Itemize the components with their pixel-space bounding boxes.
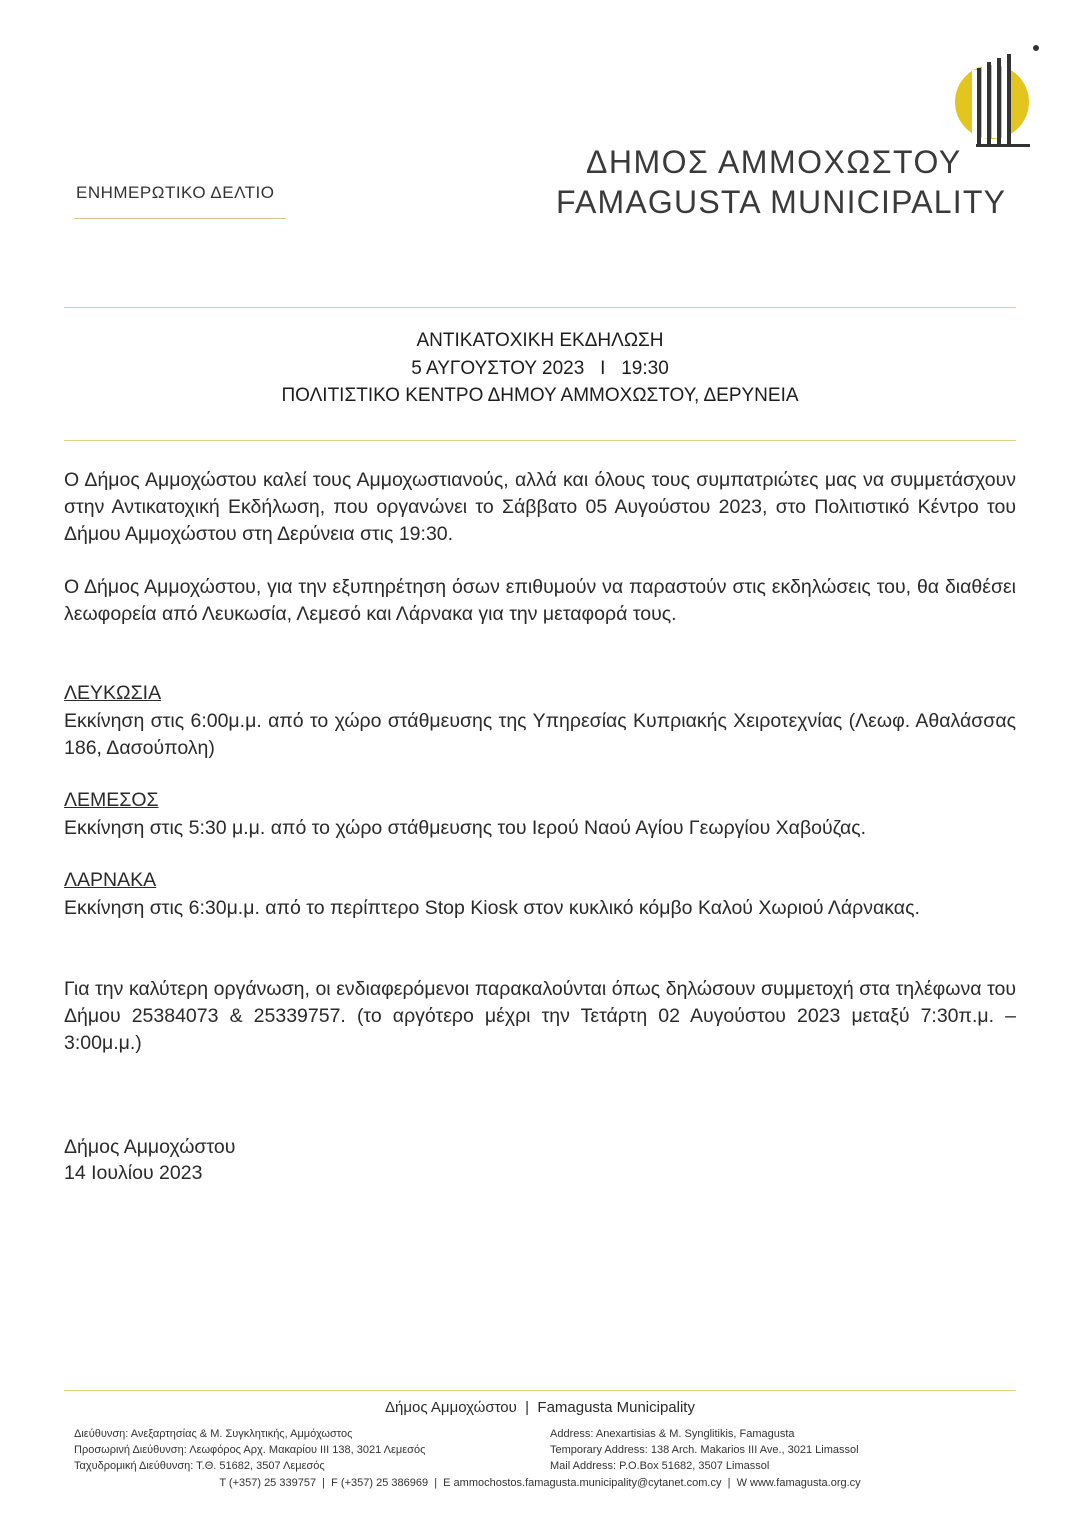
municipality-logo [948, 40, 1044, 158]
footer-address-greek [74, 1426, 425, 1474]
divider-top [64, 307, 1016, 308]
bulletin-underline [74, 218, 286, 219]
footer-line: Ταχυδρομική Διεύθυνση: Τ.Θ. 51682, 3507 Λεμεσός [74, 1460, 325, 1472]
departure-details: Εκκίνηση στις 5:30 μ.μ. από το χώρο στάθμευσης του Ιερού Ναού Αγίου Γεωργίου Χαβούζας. [64, 817, 867, 839]
divider-bottom [64, 440, 1016, 441]
event-title: ΑΝΤΙΚΑΤΟΧΙΚΗ ΕΚΔΗΛΩΣΗ [416, 330, 664, 351]
signature-date: 14 Ιουλίου 2023 [64, 1162, 203, 1184]
event-venue: ΠΟΛΙΤΙΣΤΙΚΟ ΚΕΝΤΡΟ ΔΗΜΟΥ ΑΜΜΟΧΩΣΤΟΥ, ΔΕΡΥΝΕΙΑ [281, 385, 799, 406]
footer-line: Mail Address: P.O.Box 51682, 3507 Limassol [550, 1460, 770, 1472]
municipality-name-greek: ΔΗΜΟΣ ΑΜΜΟΧΩΣΤΟΥ [586, 144, 962, 180]
departure-city-heading: ΛΕΥΚΩΣΙΑ [64, 682, 162, 704]
departure-details: Εκκίνηση στις 6:30μ.μ. από το περίπτερο Stop Kiosk στον κυκλικό κόμβο Καλού Χωριού Λάρνακας. [64, 897, 920, 919]
footer-line: Διεύθυνση: Ανεξαρτησίας & Μ. Συγκλητικής, Αμμόχωστος [74, 1428, 353, 1440]
footer-line: Address: Anexartisias & M. Synglitikis, Famagusta [550, 1428, 795, 1440]
municipality-name-english: FAMAGUSTA MUNICIPALITY [556, 184, 1007, 220]
footer-address-english [550, 1426, 859, 1474]
footer-line: Προσωρινή Διεύθυνση: Λεωφόρος Αρχ. Μακαρίου ΙΙΙ 138, 3021 Λεμεσός [74, 1444, 426, 1456]
departure-city-heading: ΛΕΜΕΣΟΣ [64, 789, 159, 811]
intro-paragraph: Ο Δήμος Αμμοχώστου καλεί τους Αμμοχωστιανούς, αλλά και όλους τους συμπατριώτες μας να συμμετάσχουν στην Αντικατοχική Εκδήλωση, που οργανώνει το Σάββατο 05 Αυγούστου 2023, στο Πολιτιστικό Κέντρο του Δήμου Αμμοχώστου στη Δερύνεια στις 19:30. [64, 469, 1016, 545]
registration-paragraph: Για την καλύτερη οργάνωση, οι ενδιαφερόμενοι παρακαλούνται όπως δηλώσουν συμμετοχή στα τηλέφωνα του Δήμου 25384073 & 25339757. (το αργότερο μέχρι την Τετάρτη 02 Αυγούστου 2023 μεταξύ 7:30π.μ. – 3:00μ.μ.) [64, 978, 1016, 1054]
footer-title: Δήμος Αμμοχώστου | Famagusta Municipality [385, 1399, 695, 1416]
footer-contact: T (+357) 25 339757 | F (+357) 25 386969 | E ammochostos.famagusta.municipality@cytanet.com.cy | W www.famagusta.org.cy [219, 1477, 861, 1489]
footer-divider [64, 1390, 1016, 1391]
bulletin-label: ΕΝΗΜΕΡΩΤΙΚΟ ΔΕΛΤΙΟ [76, 183, 275, 202]
footer-line: Temporary Address: 138 Arch. Makarios III Ave., 3021 Limassol [550, 1444, 859, 1456]
event-date-time: 5 ΑΥΓΟΥΣΤΟΥ 2023 I 19:30 [411, 358, 669, 379]
transport-paragraph: Ο Δήμος Αμμοχώστου, για την εξυπηρέτηση όσων επιθυμούν να παραστούν στις εκδηλώσεις του, θα διαθέσει λεωφορεία από Λευκωσία, Λεμεσό και Λάρνακα για την μεταφορά τους. [64, 576, 1016, 625]
signature-name: Δήμος Αμμοχώστου [64, 1136, 236, 1158]
departure-city-heading: ΛΑΡΝΑΚΑ [64, 869, 157, 891]
departure-details: Εκκίνηση στις 6:00μ.μ. από το χώρο στάθμευσης της Υπηρεσίας Κυπριακής Χειροτεχνίας (Λεωφ. Αθαλάσσας 186, Δασούπολη) [64, 710, 1016, 759]
